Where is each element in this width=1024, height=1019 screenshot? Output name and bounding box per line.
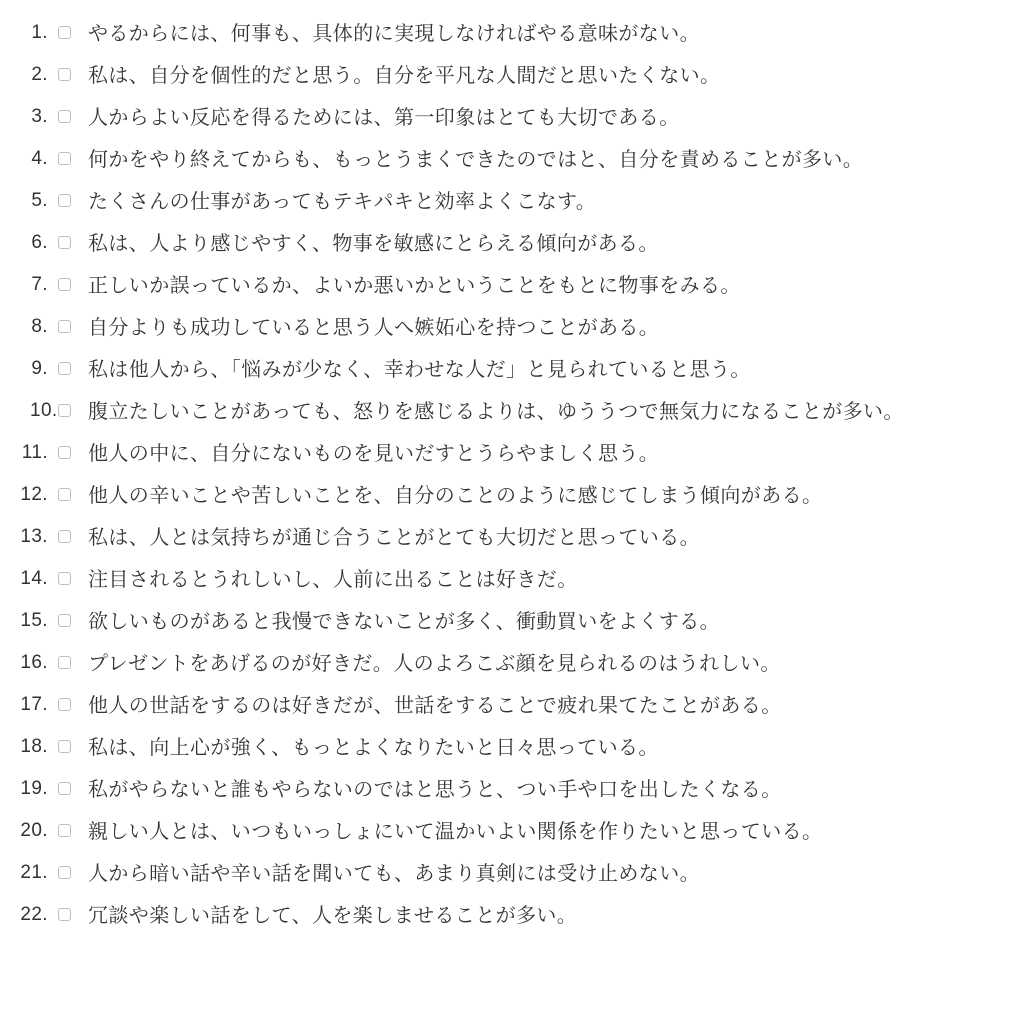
checkbox[interactable] xyxy=(58,782,71,795)
item-text: 親しい人とは、いつもいっしょにいて温かいよい関係を作りたいと思っている。 xyxy=(88,819,823,843)
list-item xyxy=(0,852,1024,894)
checkbox[interactable] xyxy=(58,278,71,291)
item-text: 自分よりも成功していると思う人へ嫉妬心を持つことがある。 xyxy=(88,315,660,339)
item-number: 20. xyxy=(20,820,48,841)
list-item xyxy=(0,390,1024,432)
item-number: 21. xyxy=(20,862,48,883)
item-text: 正しいか誤っているか、よいか悪いかということをもとに物事をみる。 xyxy=(88,273,741,297)
item-number: 17. xyxy=(20,694,48,715)
checkbox[interactable] xyxy=(58,572,71,585)
item-text: 何かをやり終えてからも、もっとうまくできたのではと、自分を責めることが多い。 xyxy=(88,147,864,171)
list-item xyxy=(0,642,1024,684)
list-item xyxy=(0,96,1024,138)
item-text: 冗談や楽しい話をして、人を楽しませることが多い。 xyxy=(88,903,578,927)
list-item xyxy=(0,894,1024,936)
item-number: 14. xyxy=(20,568,48,589)
checkbox[interactable] xyxy=(58,446,71,459)
item-number: 19. xyxy=(20,778,48,799)
checkbox[interactable] xyxy=(58,236,71,249)
item-text: 欲しいものがあると我慢できないことが多く、衝動買いをよくする。 xyxy=(88,609,720,633)
checkbox[interactable] xyxy=(58,698,71,711)
item-text: やるからには、何事も、具体的に実現しなければやる意味がない。 xyxy=(88,21,700,45)
item-number: 13. xyxy=(20,526,48,547)
item-number: 10. xyxy=(30,400,58,421)
item-text: プレゼントをあげるのが好きだ。人のよろこぶ顔を見られるのはうれしい。 xyxy=(88,651,781,675)
checkbox[interactable] xyxy=(58,362,71,375)
list-item xyxy=(0,726,1024,768)
item-number: 5. xyxy=(31,190,48,211)
item-number: 11. xyxy=(21,442,48,463)
item-text: 他人の世話をするのは好きだが、世話をすることで疲れ果てたことがある。 xyxy=(88,693,782,717)
list-item xyxy=(0,432,1024,474)
checkbox[interactable] xyxy=(58,530,71,543)
item-number: 8. xyxy=(31,316,48,337)
list-item xyxy=(0,474,1024,516)
checkbox[interactable] xyxy=(58,656,71,669)
checklist xyxy=(0,12,1024,936)
list-item xyxy=(0,180,1024,222)
item-text: 他人の中に、自分にないものを見いだすとうらやましく思う。 xyxy=(88,441,660,465)
item-text: 私は、人より感じやすく、物事を敏感にとらえる傾向がある。 xyxy=(88,231,659,255)
item-text: たくさんの仕事があってもテキパキと効率よくこなす。 xyxy=(88,189,597,213)
checkbox[interactable] xyxy=(58,194,71,207)
item-number: 9. xyxy=(31,358,48,379)
item-number: 2. xyxy=(31,64,48,85)
checkbox[interactable] xyxy=(58,404,71,417)
item-text: 私は他人から、「悩みが少なく、幸わせな人だ」と見られていると思う。 xyxy=(88,357,751,381)
list-item xyxy=(0,558,1024,600)
item-number: 4. xyxy=(31,148,48,169)
checkbox[interactable] xyxy=(58,908,71,921)
checkbox[interactable] xyxy=(58,26,71,39)
list-item xyxy=(0,810,1024,852)
checkbox[interactable] xyxy=(58,320,71,333)
list-item xyxy=(0,516,1024,558)
item-text: 人からよい反応を得るためには、第一印象はとても大切である。 xyxy=(88,105,680,129)
checkbox[interactable] xyxy=(58,68,71,81)
list-item xyxy=(0,768,1024,810)
checkbox[interactable] xyxy=(58,614,71,627)
item-number: 12. xyxy=(20,484,48,505)
list-item xyxy=(0,348,1024,390)
list-item xyxy=(0,12,1024,54)
item-number: 1. xyxy=(31,22,48,43)
item-text: 私は、人とは気持ちが通じ合うことがとても大切だと思っている。 xyxy=(88,525,700,549)
list-item xyxy=(0,54,1024,96)
checkbox[interactable] xyxy=(58,110,71,123)
checkbox[interactable] xyxy=(58,152,71,165)
list-item xyxy=(0,600,1024,642)
list-item xyxy=(0,306,1024,348)
list-item xyxy=(0,222,1024,264)
checkbox[interactable] xyxy=(58,740,71,753)
item-text: 注目されるとうれしいし、人前に出ることは好きだ。 xyxy=(88,567,578,591)
list-item xyxy=(0,684,1024,726)
item-number: 22. xyxy=(20,904,48,925)
item-number: 6. xyxy=(31,232,48,253)
item-text: 腹立たしいことがあっても、怒りを感じるよりは、ゆううつで無気力になることが多い。 xyxy=(88,399,904,423)
item-number: 16. xyxy=(20,652,48,673)
item-text: 私は、自分を個性的だと思う。自分を平凡な人間だと思いたくない。 xyxy=(88,63,721,87)
checkbox[interactable] xyxy=(58,488,71,501)
item-text: 他人の辛いことや苦しいことを、自分のことのように感じてしまう傾向がある。 xyxy=(88,483,823,507)
item-text: 私は、向上心が強く、もっとよくなりたいと日々思っている。 xyxy=(88,735,659,759)
item-number: 18. xyxy=(20,736,48,757)
checkbox[interactable] xyxy=(58,824,71,837)
item-text: 私がやらないと誰もやらないのではと思うと、つい手や口を出したくなる。 xyxy=(88,777,782,801)
item-number: 7. xyxy=(31,274,48,295)
list-item xyxy=(0,264,1024,306)
list-item xyxy=(0,138,1024,180)
item-number: 15. xyxy=(20,610,48,631)
item-text: 人から暗い話や辛い話を聞いても、あまり真剣には受け止めない。 xyxy=(88,861,700,885)
checkbox[interactable] xyxy=(58,866,71,879)
item-number: 3. xyxy=(31,106,48,127)
